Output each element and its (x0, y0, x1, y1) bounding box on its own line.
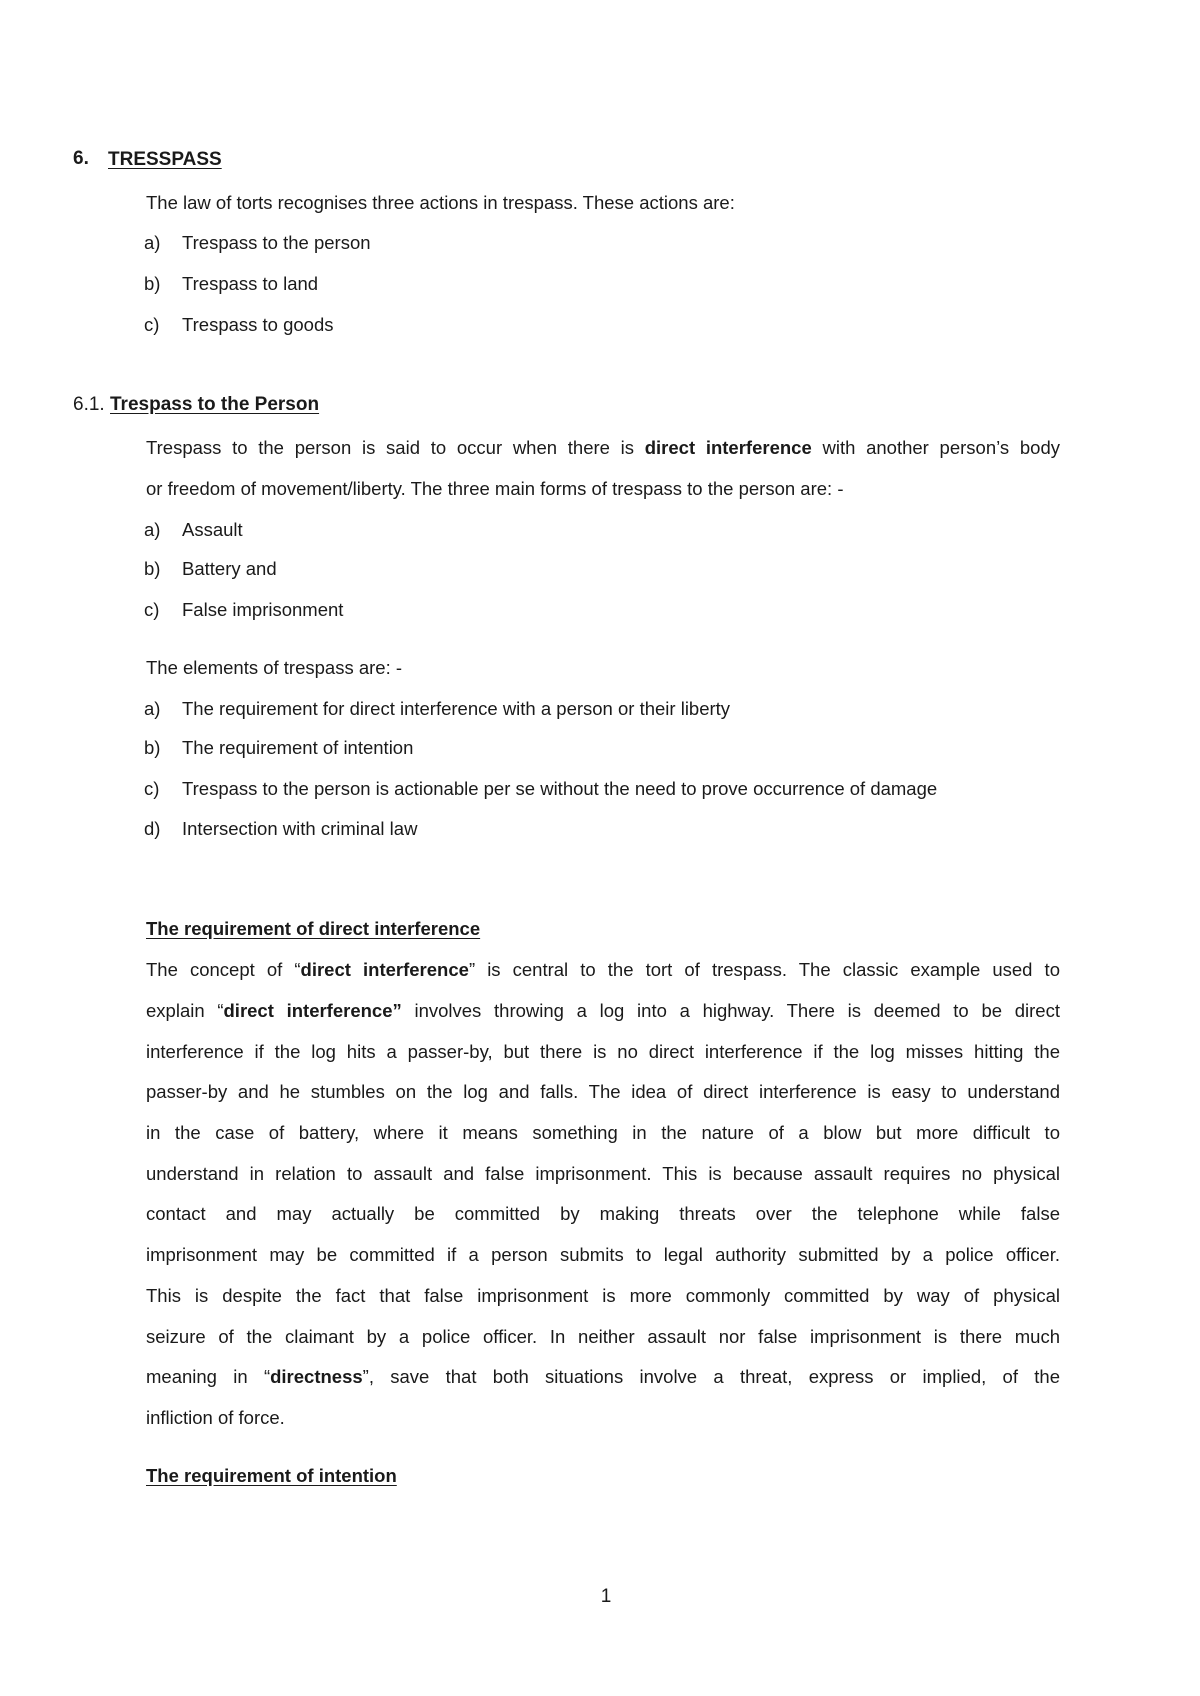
list-item: Trespass to the person is actionable per se without the need to prove occurrence of damage (182, 778, 938, 799)
paragraph-line: or freedom of movement/liberty. The three main forms of trespass to the person are: - (146, 478, 844, 499)
list-marker: a) (144, 519, 161, 540)
list-marker: b) (144, 273, 161, 294)
subsection-number: 6.1. (73, 394, 105, 415)
list-marker: b) (144, 737, 161, 758)
paragraph-line: infliction of force. (146, 1407, 285, 1428)
elements-intro: The elements of trespass are: - (146, 657, 403, 678)
section-intro: The law of torts recognises three actions in trespass. These actions are: (146, 192, 735, 213)
paragraph-line: This is despite the fact that false imprisonment is more commonly committed by way of physical (146, 1285, 1060, 1306)
list-marker: b) (144, 558, 161, 579)
paragraph-line: meaning in “directness”, save that both situations involve a threat, express or implied, of the (146, 1366, 1060, 1387)
bold-term: direct interference (644, 437, 812, 458)
bold-term: directness (270, 1366, 363, 1387)
paragraph-line: interference if the log hits a passer-by, but there is no direct interference if the log misses hitting the (146, 1041, 1060, 1062)
list-marker: d) (144, 818, 161, 839)
paragraph-line: passer-by and he stumbles on the log and falls. The idea of direct interference is easy to understand (146, 1081, 1060, 1102)
list-item: Trespass to land (182, 273, 319, 294)
bold-term: direct interference” (223, 1000, 402, 1021)
list-item: Trespass to goods (182, 314, 334, 335)
list-item: The requirement for direct interference with a person or their liberty (182, 698, 731, 719)
list-marker: c) (144, 778, 160, 799)
list-item: Intersection with criminal law (182, 818, 418, 839)
paragraph-line: in the case of battery, where it means something in the nature of a blow but more difficult to (146, 1122, 1060, 1143)
subheading: The requirement of intention (146, 1465, 397, 1486)
list-item: Assault (182, 519, 243, 540)
paragraph-line: imprisonment may be committed if a person submits to legal authority submitted by a police officer. (146, 1244, 1060, 1265)
bold-term: direct interference (300, 959, 469, 980)
section-title: TRESSPASS (108, 149, 222, 170)
list-marker: c) (144, 314, 160, 335)
list-marker: a) (144, 232, 161, 253)
list-marker: a) (144, 698, 161, 719)
list-item: Battery and (182, 558, 277, 579)
paragraph-line: explain “direct interference” involves throwing a log into a highway. There is deemed to be direct (146, 1000, 1060, 1021)
paragraph-line: The concept of “direct interference” is central to the tort of trespass. The classic example used to (146, 959, 1060, 980)
list-marker: c) (144, 599, 160, 620)
page-number: 1 (600, 1586, 612, 1607)
paragraph-line: Trespass to the person is said to occur when there is direct interference with another person’s body (146, 437, 1060, 458)
paragraph-line: contact and may actually be committed by making threats over the telephone while false (146, 1203, 1060, 1224)
subsection-title: Trespass to the Person (110, 394, 320, 415)
list-item: Trespass to the person (182, 232, 371, 253)
paragraph-line: understand in relation to assault and false imprisonment. This is because assault requires no physical (146, 1163, 1060, 1184)
list-item: False imprisonment (182, 599, 344, 620)
paragraph-line: seizure of the claimant by a police officer. In neither assault nor false imprisonment is there much (146, 1326, 1060, 1347)
section-number: 6. (73, 148, 89, 169)
list-item: The requirement of intention (182, 737, 414, 758)
subheading: The requirement of direct interference (146, 918, 481, 939)
